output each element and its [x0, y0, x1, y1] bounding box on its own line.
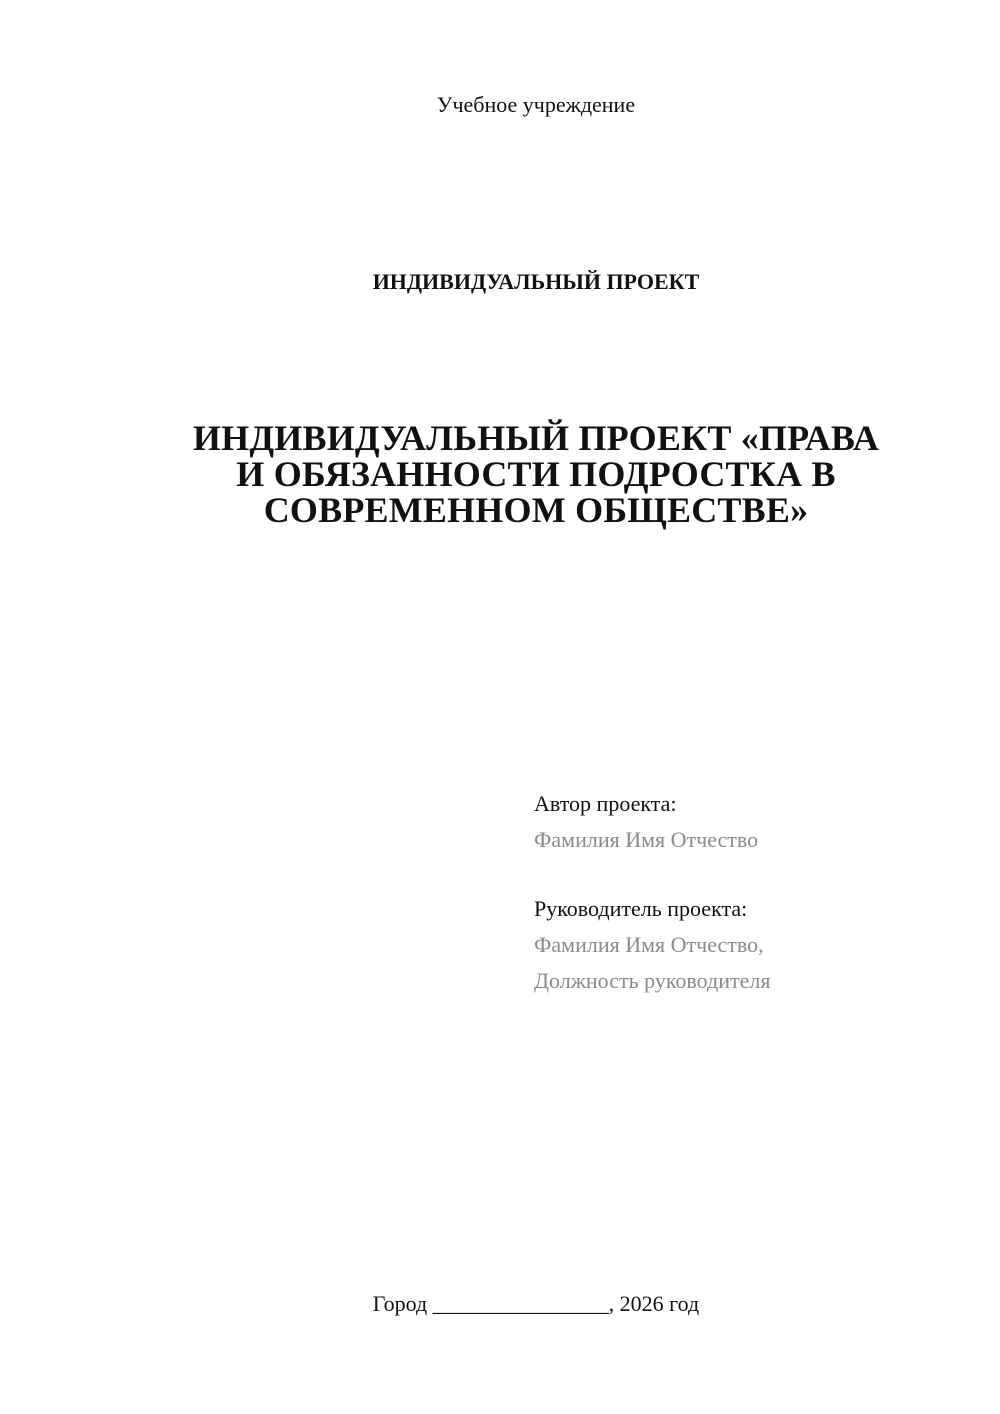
author-name: Фамилия Имя Отчество — [534, 827, 759, 852]
project-title-line: СОВРЕМЕННОМ ОБЩЕСТВЕ» — [263, 490, 809, 530]
author-label: Автор проекта: — [534, 791, 677, 816]
supervisor-name: Фамилия Имя Отчество, — [534, 932, 764, 957]
project-title — [120, 420, 952, 528]
city-year-line: Город ________________, 2026 год — [372, 1291, 700, 1316]
project-title-line: ИНДИВИДУАЛЬНЫЙ ПРОЕКТ «ПРАВА — [192, 418, 880, 458]
document-type-heading: ИНДИВИДУАЛЬНЫЙ ПРОЕКТ — [372, 269, 700, 294]
project-title-line: И ОБЯЗАННОСТИ ПОДРОСТКА В — [236, 454, 836, 494]
supervisor-block — [534, 891, 974, 999]
supervisor-position: Должность руководителя — [534, 968, 771, 993]
author-block — [534, 786, 974, 858]
institution-name: Учебное учреждение — [436, 92, 636, 117]
supervisor-label: Руководитель проекта: — [534, 896, 748, 921]
